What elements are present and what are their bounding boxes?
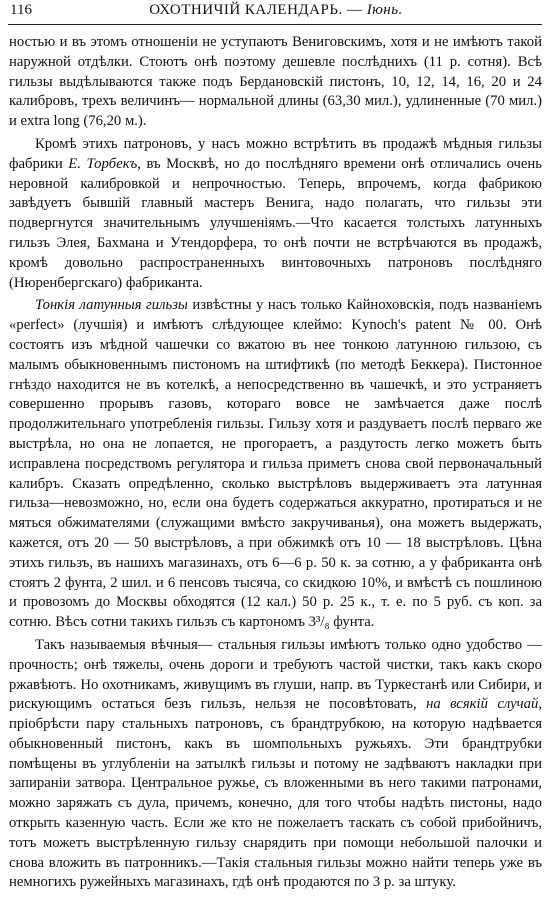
running-title-text: ОХОТНИЧІЙ КАЛЕНДАРЬ.	[149, 2, 343, 18]
text-run: Такъ называемыя вѣчныя— стальныя гильзы имѣютъ только одно удобство — прочность; онѣ тяжелы, очень дороги и требуютъ частой чистки, такъ какъ скоро ржавѣютъ. Но охотникамъ, живущимъ въ глуши, напр. въ Туркестанѣ или Сибири, и рискующимъ остаться безъ гильзъ, нельзя не посовѣтовать,	[9, 636, 542, 713]
text-run: ностью и въ этомъ отношеніи не уступаютъ Вениговскимъ, хотя и не имѣютъ такой наружной отдѣлки. Стоютъ онѣ поэтому дешевле послѣднихъ (11 р. сотня). Всѣ гильзы выдѣлываются также подъ Бердановскій пистонъ, 10, 12, 14, 16, 20 и 24 калибровъ, трехъ величинъ— нормальной длины (63,30 мил.), удлиненные (70 мил.) и extra long (76,20 м.).	[9, 34, 542, 130]
running-title-dash: —	[342, 2, 367, 18]
italic-run: Тонкія латунныя гильзы	[35, 297, 188, 314]
text-run: извѣстны у насъ только Кайноховскія, подъ названіемъ «perfect» (лучшія) и имѣютъ слѣдующее клеймо: Kynoch's patent № 00. Онѣ состоятъ изъ мѣдной чашечки со вжатою въ нее тонкою латунною гильзою, съ малымъ обыкновеннымъ пистономъ на штифтикѣ (по методѣ Беккера). Пистонное гнѣздо находится не въ котелкѣ, а непосредственно въ чашечкѣ, и это устраняетъ совершенно прорывъ газовъ, котораго вовсе не замѣчается даже послѣ продолжительнаго употребленія гильзы. Гильзу хотя и раздуваетъ послѣ перваго же выстрѣла, но она не лопается, не прогораетъ, а раздутость легко можетъ быть исправлена посредствомъ регулятора и гильза приметъ снова свой первоначальный калибръ. Сказать опредѣленно, сколько выстрѣловъ выдерживаетъ эта латунная гильза—невозможно, но, если она будетъ содержаться аккуратно, протираться и не мяться обжимателями (служащими вмѣсто закручиванья), она можетъ выдержать, кажется, отъ 20 — 50 выстрѣловъ, а при обжимкѣ отъ 10 — 18 выстрѣловъ. Цѣна этихъ гильзъ, въ нашихъ магазинахъ, отъ 6—6 р. 50 к. за сотню, а у фабриканта онѣ стоятъ 2 фунта, 2 шил. и 6 пенсовъ тысяча, со скидкою 10%, и вмѣстѣ съ пошлиною и провозомъ до Москвы обходятся (12 кал.) 50 р. 25 к., т. е. по 5 руб. съ коп. за сотню. Вѣсъ сотни такихъ гильзъ съ картономъ 3³/₈ фунта.	[9, 297, 542, 631]
running-title-month: Іюнь.	[366, 2, 403, 18]
page-header	[10, 2, 542, 24]
italic-run: на всякій случай	[426, 696, 539, 713]
text-run: Кромѣ этихъ патроновъ, у насъ можно встрѣтить въ продажѣ мѣдныя гильзы фабрики	[9, 135, 542, 172]
text-run: , пріобрѣсти пару стальныхъ патроновъ, съ брандтрубкою, на которую надѣвается обыкновенный пистонъ, какъ въ шомпольныхъ ружьяхъ. Эти брандтрубки помѣщены въ углубленіи на затылкѣ гильзы и потому не задѣваютъ накладки при запираніи затвора. Центральное ружье, съ вложенными въ него такими патронами, можно заряжать съ дула, причемъ, конечно, для того чтобы надѣть пистоны, надо открыть казенную часть. Если же кто не пожелаетъ таскать съ собой прибойничъ, тотъ можетъ выстрѣленную гильзу снарядить при помощи небольшой палочки и снова вложить въ патронникъ.—Такія стальныя гильзы можно найти теперь уже въ немногихъ ружейныхъ магазинахъ, гдѣ онѣ продаются по 3 р. за штуку.	[9, 696, 542, 891]
italic-run: Е. Торбекъ	[68, 155, 138, 172]
paragraph	[9, 296, 542, 633]
running-title	[10, 2, 542, 19]
paragraph	[9, 135, 542, 293]
body-text	[9, 33, 542, 893]
header-rule	[8, 24, 542, 25]
text-run: , въ Москвѣ, но до послѣдняго времени онѣ отличались очень неровной калибровкой и непрочностью. Теперь, впрочемъ, когда фабрикою завѣдуетъ бывшій главный мастеръ Венига, надо полагать, что гильзы эти подвергнутся значительнымъ улучшеніямъ.—Что касается толстыхъ латунныхъ гильзъ Элея, Бахмана и Утендорфера, то онѣ почти не встрѣчаются въ продажѣ, кромѣ довольно распространенныхъ винтовочныхъ патроновъ послѣдняго (Нюренбергскаго) фабриканта.	[9, 155, 542, 291]
paragraph	[9, 33, 542, 132]
page-number: 116	[10, 2, 32, 18]
paragraph	[9, 636, 542, 893]
